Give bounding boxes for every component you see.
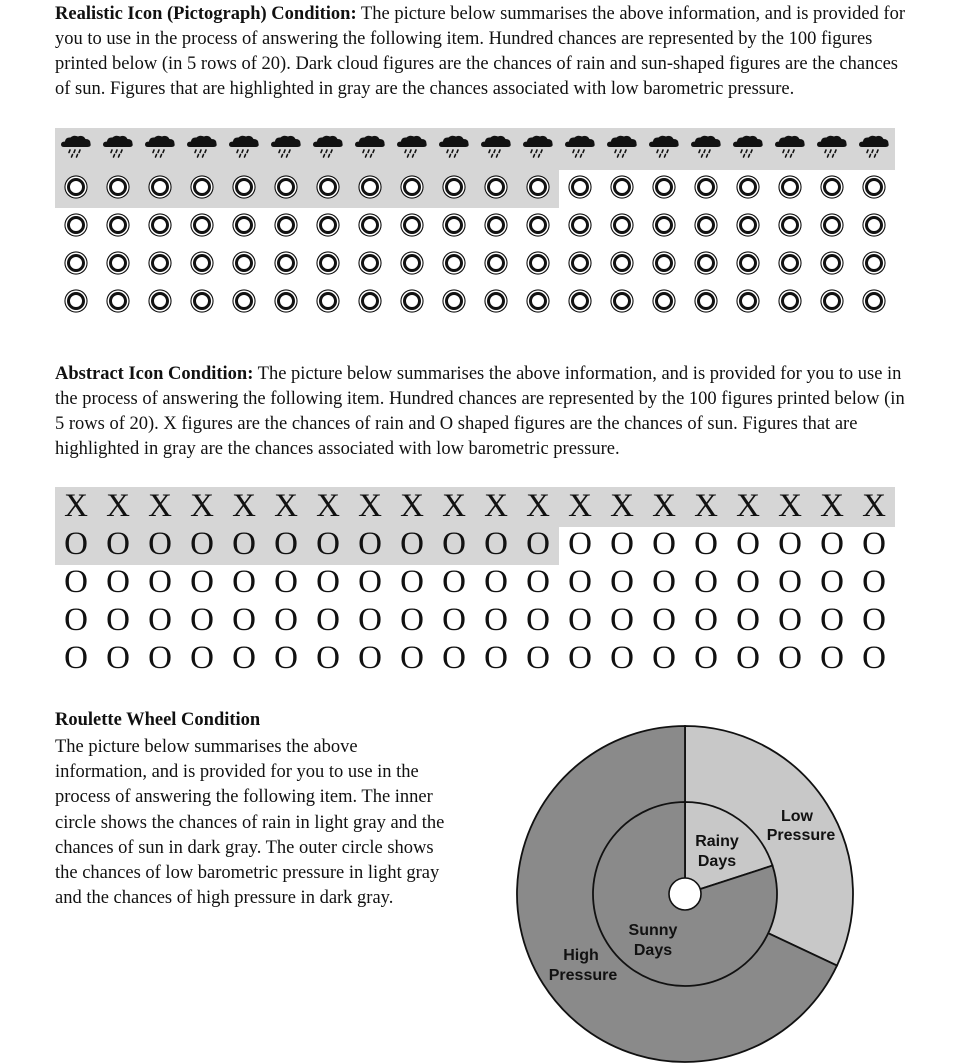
- high-pressure-label-line1: High: [563, 947, 599, 964]
- sun-icon: [391, 204, 433, 246]
- x-figure: X: [736, 487, 760, 524]
- o-figure: O: [694, 601, 718, 638]
- sun-icon: [559, 166, 601, 208]
- o-figure: O: [694, 525, 718, 562]
- sun-icon: [685, 280, 727, 322]
- rain-cloud-icon: [55, 126, 97, 168]
- sun-icon: [55, 166, 97, 208]
- x-figure: X: [778, 487, 802, 524]
- rain-cloud-icon: [349, 126, 391, 168]
- sun-icon: [349, 280, 391, 322]
- o-figure: O: [106, 639, 130, 676]
- o-figure: O: [148, 525, 172, 562]
- x-figure: X: [232, 487, 256, 524]
- o-figure: O: [358, 601, 382, 638]
- realistic-icon-text: The picture below summarises the above information, and is provided for you to use in the process of answering the following item. Hundred chances are represented by the 100 figures printed below (in 5 rows of 20). Dark cloud figures are the chances of rain and sun-shaped figures are the chances of sun. Figures that are highlighted in gray are the chances associated with low barometric pressure.: [55, 4, 905, 99]
- pictograph-grid: [55, 128, 895, 318]
- roulette-wheel-heading: Roulette Wheel Condition: [55, 710, 261, 730]
- roulette-wheel-text: The picture below summarises the above information, and is provided for you to use in the process of answering the following item. The inner circle shows the chances of rain in light gray and the chances of sun in dark gray. The outer circle shows the chances of low barometric pressure in light gray and the chances of high pressure in dark gray.: [55, 737, 445, 909]
- x-figure: X: [568, 487, 592, 524]
- o-figure: O: [484, 639, 508, 676]
- abstract-icon-description: [55, 362, 905, 462]
- o-figure: O: [358, 639, 382, 676]
- rain-cloud-icon: [391, 126, 433, 168]
- sun-icon: [307, 204, 349, 246]
- sun-icon: [475, 204, 517, 246]
- o-figure: O: [106, 601, 130, 638]
- sun-icon: [391, 280, 433, 322]
- o-figure: O: [232, 563, 256, 600]
- sun-icon: [139, 280, 181, 322]
- o-figure: O: [106, 525, 130, 562]
- o-figure: O: [820, 601, 844, 638]
- sun-icon: [601, 242, 643, 284]
- sun-icon: [265, 242, 307, 284]
- o-figure: O: [400, 563, 424, 600]
- o-figure: O: [568, 639, 592, 676]
- sun-icon: [517, 204, 559, 246]
- rainy-days-label-line2: Days: [697, 853, 737, 870]
- o-figure: O: [106, 563, 130, 600]
- o-figure: O: [316, 639, 340, 676]
- sun-icon: [769, 204, 811, 246]
- o-figure: O: [610, 525, 634, 562]
- sun-icon: [223, 166, 265, 208]
- o-figure: O: [232, 525, 256, 562]
- sun-icon: [475, 166, 517, 208]
- sun-icon: [223, 242, 265, 284]
- sun-icon: [349, 204, 391, 246]
- rain-cloud-icon: [475, 126, 517, 168]
- o-figure: O: [190, 563, 214, 600]
- o-figure: O: [316, 601, 340, 638]
- sun-icon: [55, 242, 97, 284]
- sun-icon: [97, 242, 139, 284]
- rain-cloud-icon: [811, 126, 853, 168]
- o-figure: O: [652, 525, 676, 562]
- sun-icon: [853, 166, 895, 208]
- roulette-wheel-chart: [514, 724, 856, 1064]
- rain-cloud-icon: [601, 126, 643, 168]
- sun-icon: [181, 242, 223, 284]
- sun-icon: [685, 242, 727, 284]
- x-figure: X: [652, 487, 676, 524]
- rain-cloud-icon: [97, 126, 139, 168]
- o-figure: O: [274, 563, 298, 600]
- sun-icon: [433, 242, 475, 284]
- x-figure: X: [820, 487, 844, 524]
- o-figure: O: [400, 525, 424, 562]
- sun-icon: [727, 242, 769, 284]
- sun-icon: [391, 242, 433, 284]
- sun-icon: [265, 204, 307, 246]
- o-figure: O: [694, 639, 718, 676]
- sun-icon: [727, 204, 769, 246]
- rain-cloud-icon: [181, 126, 223, 168]
- wheel-hub: [669, 878, 701, 910]
- sun-icon: [223, 280, 265, 322]
- o-figure: O: [190, 601, 214, 638]
- sun-icon: [517, 242, 559, 284]
- sun-icon: [685, 204, 727, 246]
- sun-icon: [265, 166, 307, 208]
- x-figure: X: [316, 487, 340, 524]
- o-figure: O: [652, 563, 676, 600]
- o-figure: O: [610, 639, 634, 676]
- low-pressure-label-line2: Pressure: [766, 827, 836, 844]
- o-figure: O: [190, 525, 214, 562]
- x-figure: X: [400, 487, 424, 524]
- sun-icon: [55, 204, 97, 246]
- rain-cloud-icon: [853, 126, 895, 168]
- x-figure: X: [274, 487, 298, 524]
- sun-icon: [139, 166, 181, 208]
- o-figure: O: [652, 639, 676, 676]
- o-figure: O: [358, 563, 382, 600]
- o-figure: O: [484, 525, 508, 562]
- o-figure: O: [652, 601, 676, 638]
- sun-icon: [181, 204, 223, 246]
- o-figure: O: [316, 525, 340, 562]
- o-figure: O: [64, 525, 88, 562]
- sunny-days-label-line2: Days: [633, 942, 673, 959]
- o-figure: O: [526, 601, 550, 638]
- sun-icon: [601, 166, 643, 208]
- sun-icon: [685, 166, 727, 208]
- o-figure: O: [820, 525, 844, 562]
- sun-icon: [307, 280, 349, 322]
- sun-icon: [475, 242, 517, 284]
- sun-icon: [853, 204, 895, 246]
- rain-cloud-icon: [265, 126, 307, 168]
- o-figure: O: [778, 563, 802, 600]
- o-figure: O: [400, 601, 424, 638]
- o-figure: O: [64, 563, 88, 600]
- abstract-icon-text: The picture below summarises the above information, and is provided for you to use in the process of answering the following item. Hundred chances are represented by the 100 figures printed below (in 5 rows of 20). X figures are the chances of rain and O shaped figures are the chances of sun. Figures that are highlighted in gray are the chances associated with low barometric pressure.: [55, 364, 905, 459]
- o-figure: O: [400, 639, 424, 676]
- sun-icon: [811, 242, 853, 284]
- x-figure: X: [610, 487, 634, 524]
- sun-icon: [517, 280, 559, 322]
- o-figure: O: [148, 601, 172, 638]
- o-figure: O: [610, 601, 634, 638]
- o-figure: O: [736, 525, 760, 562]
- o-figure: O: [190, 639, 214, 676]
- sun-icon: [769, 280, 811, 322]
- rain-cloud-icon: [727, 126, 769, 168]
- o-figure: O: [862, 525, 886, 562]
- sun-icon: [391, 166, 433, 208]
- o-figure: O: [778, 525, 802, 562]
- o-figure: O: [568, 601, 592, 638]
- sun-icon: [811, 166, 853, 208]
- x-figure: X: [526, 487, 550, 524]
- x-figure: X: [694, 487, 718, 524]
- o-figure: O: [862, 563, 886, 600]
- sun-icon: [349, 242, 391, 284]
- sun-icon: [727, 280, 769, 322]
- o-figure: O: [862, 601, 886, 638]
- o-figure: O: [148, 563, 172, 600]
- o-figure: O: [610, 563, 634, 600]
- rain-cloud-icon: [685, 126, 727, 168]
- x-figure: X: [442, 487, 466, 524]
- sun-icon: [55, 280, 97, 322]
- x-figure: X: [358, 487, 382, 524]
- o-figure: O: [778, 601, 802, 638]
- sun-icon: [223, 204, 265, 246]
- o-figure: O: [736, 639, 760, 676]
- o-figure: O: [358, 525, 382, 562]
- x-figure: X: [190, 487, 214, 524]
- o-figure: O: [148, 639, 172, 676]
- sun-icon: [643, 280, 685, 322]
- x-figure: X: [64, 487, 88, 524]
- sun-icon: [811, 280, 853, 322]
- o-figure: O: [568, 525, 592, 562]
- o-figure: O: [778, 639, 802, 676]
- sun-icon: [265, 280, 307, 322]
- x-figure: X: [484, 487, 508, 524]
- o-figure: O: [442, 639, 466, 676]
- sun-icon: [811, 204, 853, 246]
- o-figure: O: [820, 563, 844, 600]
- sunny-days-label-line1: Sunny: [628, 922, 678, 939]
- o-figure: O: [484, 601, 508, 638]
- realistic-icon-heading: Realistic Icon (Pictograph) Condition:: [55, 4, 357, 24]
- sun-icon: [853, 242, 895, 284]
- sun-icon: [727, 166, 769, 208]
- abstract-icon-heading: Abstract Icon Condition:: [55, 364, 254, 384]
- sun-icon: [559, 204, 601, 246]
- o-figure: O: [316, 563, 340, 600]
- sun-icon: [181, 280, 223, 322]
- rain-cloud-icon: [769, 126, 811, 168]
- o-figure: O: [64, 601, 88, 638]
- o-figure: O: [736, 563, 760, 600]
- o-figure: O: [442, 601, 466, 638]
- o-figure: O: [568, 563, 592, 600]
- rain-cloud-icon: [307, 126, 349, 168]
- o-figure: O: [526, 563, 550, 600]
- x-figure: X: [862, 487, 886, 524]
- rain-cloud-icon: [643, 126, 685, 168]
- sun-icon: [643, 166, 685, 208]
- rain-cloud-icon: [433, 126, 475, 168]
- o-figure: O: [274, 525, 298, 562]
- sun-icon: [97, 166, 139, 208]
- sun-icon: [517, 166, 559, 208]
- sun-icon: [559, 280, 601, 322]
- sun-icon: [139, 242, 181, 284]
- abstract-icon-grid: [55, 487, 895, 677]
- o-figure: O: [526, 525, 550, 562]
- sun-icon: [643, 204, 685, 246]
- x-figure: X: [148, 487, 172, 524]
- o-figure: O: [694, 563, 718, 600]
- o-figure: O: [232, 639, 256, 676]
- o-figure: O: [820, 639, 844, 676]
- rain-cloud-icon: [517, 126, 559, 168]
- high-pressure-label-line2: Pressure: [548, 967, 618, 984]
- rain-cloud-icon: [559, 126, 601, 168]
- sun-icon: [97, 204, 139, 246]
- sun-icon: [433, 280, 475, 322]
- o-figure: O: [274, 639, 298, 676]
- realistic-icon-description: [55, 2, 905, 102]
- o-figure: O: [736, 601, 760, 638]
- sun-icon: [769, 166, 811, 208]
- sun-icon: [643, 242, 685, 284]
- sun-icon: [601, 280, 643, 322]
- sun-icon: [601, 204, 643, 246]
- o-figure: O: [526, 639, 550, 676]
- sun-icon: [349, 166, 391, 208]
- sun-icon: [433, 204, 475, 246]
- sun-icon: [181, 166, 223, 208]
- x-figure: X: [106, 487, 130, 524]
- sun-icon: [97, 280, 139, 322]
- sun-icon: [139, 204, 181, 246]
- o-figure: O: [64, 639, 88, 676]
- sun-icon: [853, 280, 895, 322]
- sun-icon: [433, 166, 475, 208]
- sun-icon: [559, 242, 601, 284]
- sun-icon: [307, 242, 349, 284]
- o-figure: O: [274, 601, 298, 638]
- o-figure: O: [442, 525, 466, 562]
- rain-cloud-icon: [139, 126, 181, 168]
- sun-icon: [307, 166, 349, 208]
- o-figure: O: [862, 639, 886, 676]
- rain-cloud-icon: [223, 126, 265, 168]
- low-pressure-label-line1: Low: [781, 808, 813, 825]
- sun-icon: [475, 280, 517, 322]
- rainy-days-label-line1: Rainy: [695, 833, 739, 850]
- o-figure: O: [232, 601, 256, 638]
- sun-icon: [769, 242, 811, 284]
- o-figure: O: [442, 563, 466, 600]
- o-figure: O: [484, 563, 508, 600]
